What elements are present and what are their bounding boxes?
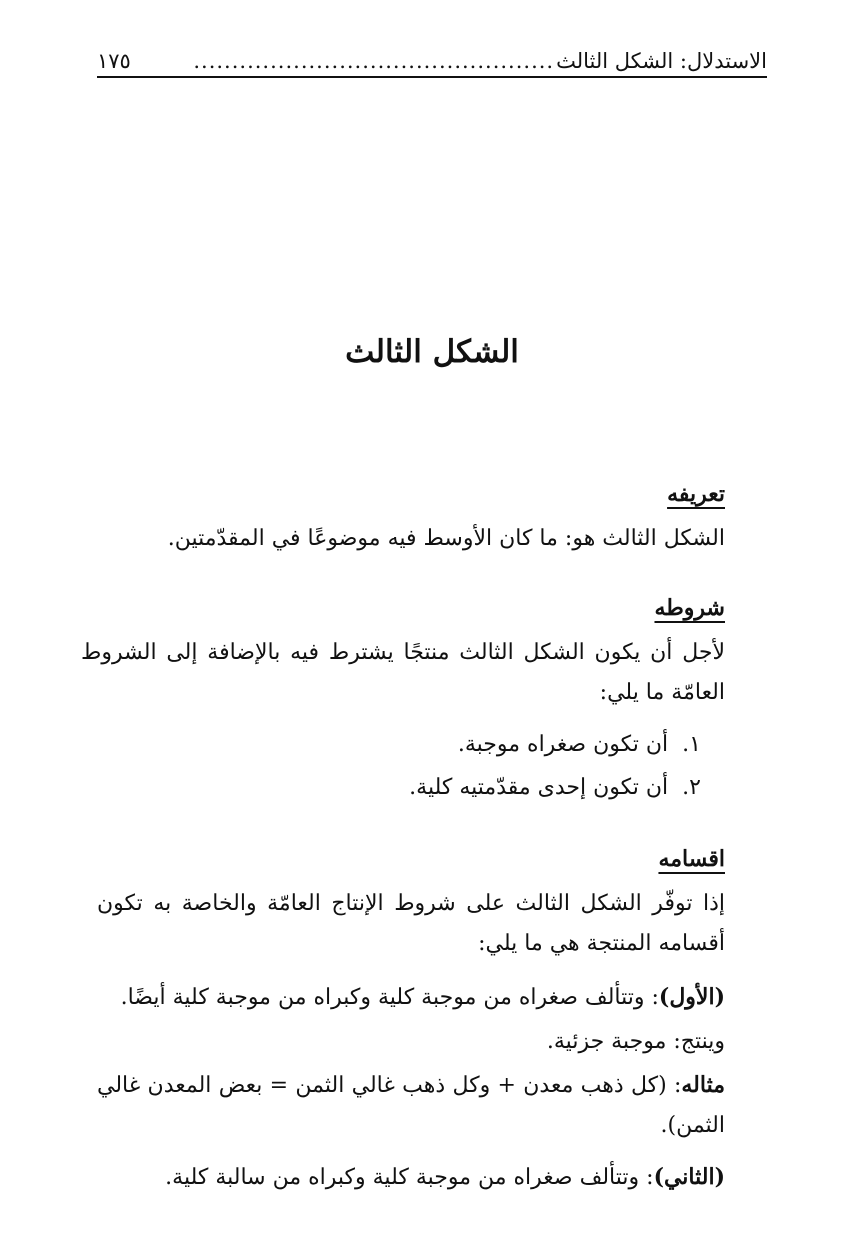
second-mood-label: (الثاني) [653, 1164, 725, 1190]
second-mood-text: : وتتألف صغراه من موجبة كلية وكبراه من سالبة كلية. [165, 1165, 654, 1190]
example-text: : (كل ذهب معدن + وكل ذهب غالي الثمن = بعض المعدن غالي الثمن). [97, 1073, 725, 1138]
running-header [97, 44, 767, 78]
definition-heading: تعريفه [667, 481, 725, 507]
condition-number: ١. [682, 732, 701, 757]
chapter-title: الشكل الثالث [345, 334, 519, 370]
book-page [81, 0, 767, 1257]
example [97, 1065, 725, 1146]
condition-number: ٢. [682, 775, 701, 800]
running-title: الاستدلال: الشكل الثالث [556, 49, 767, 73]
first-mood-label: (الأول) [658, 984, 725, 1010]
first-mood-text: : وتتألف صغراه من موجبة كلية وكبراه من موجبة كلية أيضًا. [120, 985, 659, 1010]
example-label: مثاله [681, 1072, 725, 1098]
conditions-intro: لأجل أن يكون الشكل الثالث منتجًا يشترط فيه بالإضافة إلى الشروط العامّة ما يلي: [81, 640, 725, 705]
conditions-heading: شروطه [654, 595, 725, 621]
first-mood-result: وينتج: موجبة جزئية. [546, 1029, 725, 1054]
divisions-heading: اقسامه [658, 846, 725, 872]
page-number: ١٧٥ [97, 49, 131, 73]
condition-item [458, 725, 701, 765]
definition-text: الشكل الثالث هو: ما كان الأوسط فيه موضوعًا في المقدّمتين. [167, 526, 725, 551]
condition-text: أن تكون إحدى مقدّمتيه كلية. [409, 775, 669, 800]
divisions-intro: إذا توفّر الشكل الثالث على شروط الإنتاج العامّة والخاصة به تكون أقسامه المنتجة هي ما يلي: [97, 891, 725, 956]
second-mood [165, 1157, 725, 1198]
condition-item [409, 768, 701, 808]
condition-text: أن تكون صغراه موجبة. [457, 732, 669, 757]
first-mood [121, 977, 725, 1018]
leader-dots: ............................................... [193, 49, 555, 73]
